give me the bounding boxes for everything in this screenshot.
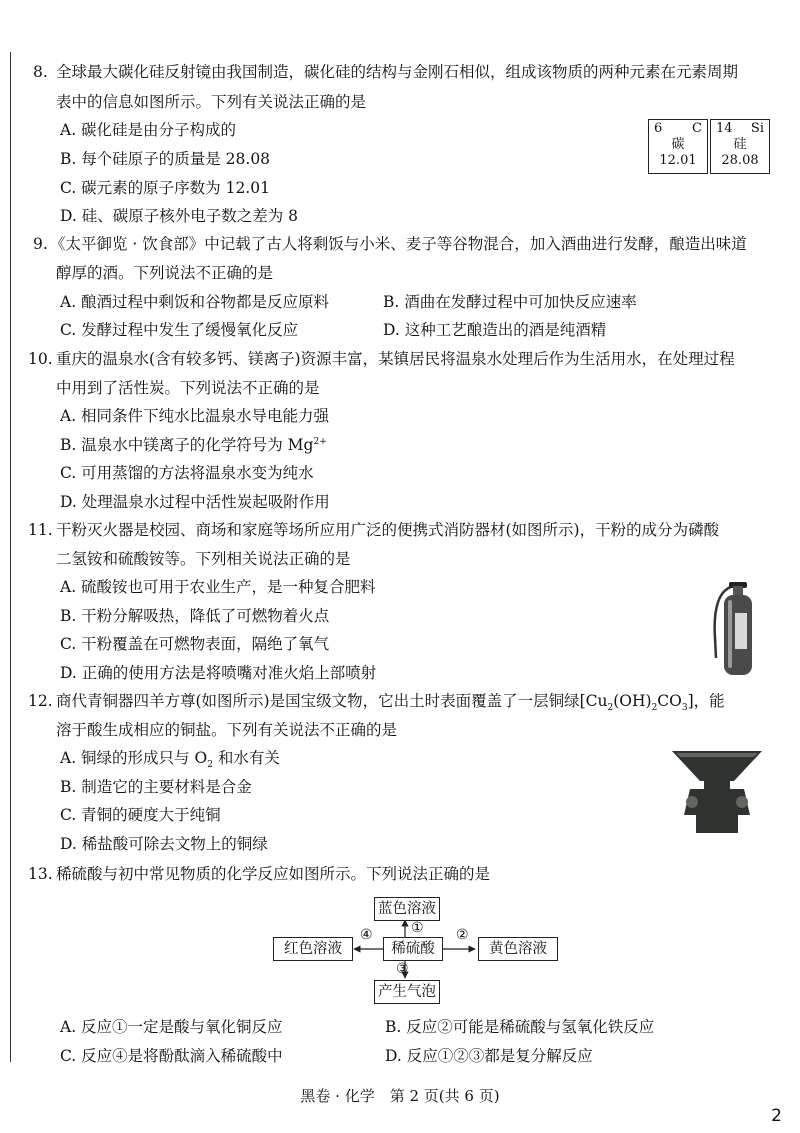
- element-name: 硅: [733, 137, 747, 152]
- option-d: D. 稀盐酸可除去文物上的铜绿: [60, 835, 268, 853]
- question-stem: 干粉灭火器是校园、商场和家庭等场所应用广泛的便携式消防器材(如图所示)，干粉的成分为磷酸: [56, 521, 720, 539]
- option-a: A. 碳化硅是由分子构成的: [60, 121, 237, 139]
- product-right-box: 黄色溶液: [478, 937, 558, 961]
- option-d: D. 处理温泉水过程中活性炭起吸附作用: [60, 493, 330, 511]
- question-number: 8.: [33, 63, 48, 81]
- page-footer: 黑卷 · 化学 第 2 页(共 6 页): [300, 1087, 500, 1105]
- question-stem: 溶于酸生成相应的铜盐。下列有关说法不正确的是: [56, 721, 398, 739]
- option-a: A. 酿酒过程中剩饭和谷物都是反应原料: [60, 293, 330, 311]
- extinguisher-valve: [733, 586, 743, 596]
- option-d: D. 这种工艺酿造出的酒是纯酒精: [383, 321, 607, 339]
- option-d: D. 硅、碳原子核外电子数之差为 8: [60, 207, 299, 225]
- vessel-foot: [696, 815, 738, 833]
- product-bottom-box: 产生气泡: [374, 980, 440, 1004]
- option-a: A. 硫酸铵也可用于农业生产，是一种复合肥料: [60, 578, 376, 596]
- ion-charge: 2+: [313, 436, 327, 447]
- reaction-marker-4: ④: [360, 927, 373, 943]
- option-c: C. 碳元素的原子序数为 12.01: [60, 179, 270, 197]
- question-number: 11.: [28, 521, 53, 539]
- question-stem: 重庆的温泉水(含有较多钙、镁离子)资源丰富，某镇居民将温泉水处理后作为生活用水，在处理过程: [56, 350, 735, 368]
- option-c: C. 青铜的硬度大于纯铜: [60, 806, 221, 824]
- option-d: D. 反应①②③都是复分解反应: [385, 1047, 593, 1065]
- question-stem: 《太平御览 · 饮食部》中记载了古人将剩饭与小米、麦子等谷物混合，加入酒曲进行发酵，酿造出味道: [50, 235, 747, 253]
- option-b: B. 每个硅原子的质量是 28.08: [60, 150, 271, 168]
- question-stem: 二氢铵和硫酸铵等。下列相关说法正确的是: [56, 550, 351, 568]
- option-d: D. 正确的使用方法是将喷嘴对准火焰上部喷射: [60, 664, 377, 682]
- element-cell-carbon: [648, 119, 708, 174]
- option-b: B. 温泉水中镁离子的化学符号为 $Mg^{2+}$: [60, 436, 327, 454]
- element-symbol: Si: [750, 121, 764, 136]
- vessel-neck: [704, 779, 730, 789]
- atomic-number: 6: [654, 121, 663, 136]
- ram-head-left: [686, 796, 698, 808]
- page-number: 2: [771, 1106, 782, 1126]
- question-number: 10.: [28, 350, 53, 368]
- option-c: C. 发酵过程中发生了缓慢氧化反应: [60, 321, 299, 339]
- question-number: 12.: [28, 692, 53, 710]
- copper-formula: $Cu_2(OH)_2CO_3$: [585, 692, 688, 714]
- option-a: A. 铜绿的形成只与 $O_2$ 和水有关: [60, 749, 280, 771]
- option-b: B. 酒曲在发酵过程中可加快反应速率: [383, 293, 637, 311]
- question-number: 9.: [33, 235, 48, 253]
- question-stem: 全球最大碳化硅反射镜由我国制造，碳化硅的结构与金刚石相似，组成该物质的两种元素在元素周期: [56, 63, 739, 81]
- element-cell-silicon: [710, 119, 770, 174]
- vessel-rim-highlight: [676, 753, 758, 757]
- reaction-marker-3: ③: [396, 961, 409, 977]
- element-symbol: C: [692, 121, 702, 136]
- option-a: A. 相同条件下纯水比温泉水导电能力强: [60, 407, 330, 425]
- option-b: B. 干粉分解吸热，降低了可燃物着火点: [60, 607, 330, 625]
- bronze-zun-vessel-image: [668, 745, 766, 837]
- atomic-number: 14: [716, 121, 733, 136]
- ram-head-right: [736, 796, 748, 808]
- fire-extinguisher-image: [705, 578, 765, 678]
- option-c: C. 可用蒸馏的方法将温泉水变为纯水: [60, 464, 314, 482]
- question-stem: 醇厚的酒。下列说法不正确的是: [56, 264, 274, 282]
- extinguisher-highlight: [728, 600, 732, 668]
- question-stem: 表中的信息如图所示。下列有关说法正确的是: [56, 93, 367, 111]
- product-top-box: 蓝色溶液: [374, 897, 440, 921]
- option-b: B. 制造它的主要材料是合金: [60, 778, 252, 796]
- question-stem: 中用到了活性炭。下列说法不正确的是: [56, 379, 320, 397]
- option-c: C. 干粉覆盖在可燃物表面，隔绝了氧气: [60, 635, 330, 653]
- question-stem: 商代青铜器四羊方尊(如图所示)是国宝级文物，它出土时表面覆盖了一层铜绿$[Cu_2(OH)_2CO_3]$，能: [56, 692, 725, 714]
- option-a: A. 反应①一定是酸与氧化铜反应: [60, 1018, 283, 1036]
- center-reagent-box: 稀硫酸: [383, 937, 443, 961]
- element-name: 碳: [671, 137, 685, 152]
- option-c: C. 反应④是将酚酞滴入稀硫酸中: [60, 1047, 283, 1065]
- binding-margin-line: [10, 52, 11, 1062]
- atomic-mass: 12.01: [659, 153, 697, 168]
- reaction-marker-1: ①: [411, 920, 424, 936]
- question-number: 13.: [28, 865, 53, 883]
- extinguisher-label: [735, 613, 747, 649]
- question-stem: 稀硫酸与初中常见物质的化学反应如图所示。下列说法正确的是: [56, 865, 491, 883]
- product-left-box: 红色溶液: [273, 937, 353, 961]
- atomic-mass: 28.08: [721, 153, 759, 168]
- reaction-marker-2: ②: [456, 927, 469, 943]
- option-b: B. 反应②可能是稀硫酸与氢氧化铁反应: [385, 1018, 655, 1036]
